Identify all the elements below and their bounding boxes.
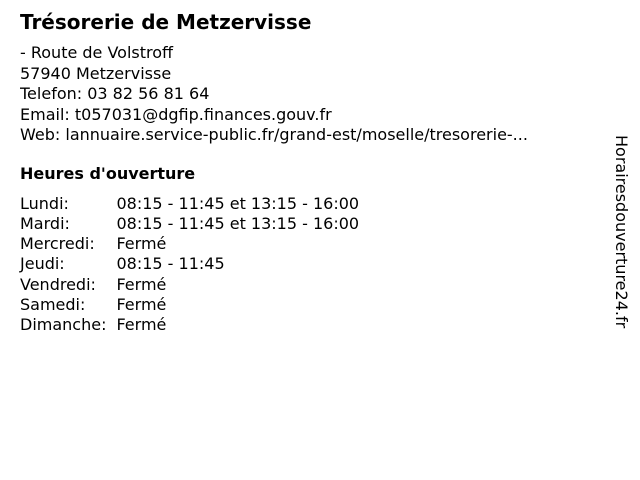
phone-label: Telefon:: [20, 84, 83, 103]
address-city: 57940 Metzervisse: [20, 63, 172, 83]
hours-row-friday: [20, 275, 359, 295]
hours-row-tuesday: [20, 214, 359, 234]
day-hours: Fermé: [116, 234, 167, 254]
day-label: Vendredi:: [20, 274, 96, 294]
page-title: Trésorerie de Metzervisse: [20, 10, 312, 34]
contact-block: [20, 84, 600, 146]
hours-heading: Heures d'ouverture: [20, 163, 196, 183]
day-hours: Fermé: [116, 274, 167, 294]
day-hours: Fermé: [116, 294, 167, 314]
hours-row-wednesday: [20, 234, 359, 254]
email-label: Email:: [20, 104, 70, 124]
web-link[interactable]: lannuaire.service-public.fr/grand-est/moselle/tresorerie-...: [65, 125, 528, 144]
opening-hours-table: [20, 194, 359, 336]
day-label: Mardi:: [20, 213, 70, 233]
web-line: [20, 125, 600, 146]
web-label: Web:: [20, 125, 61, 144]
day-hours: 08:15 - 11:45 et 13:15 - 16:00: [116, 193, 360, 213]
day-label: Samedi:: [20, 294, 86, 314]
phone-line: [20, 84, 600, 105]
address-street: - Route de Volstroff: [20, 43, 174, 62]
business-card: [20, 10, 600, 336]
day-label: Dimanche:: [20, 315, 107, 335]
day-hours: Fermé: [116, 315, 167, 335]
day-label: Lundi:: [20, 193, 69, 213]
day-label: Mercredi:: [20, 234, 95, 254]
day-label: Jeudi:: [20, 254, 65, 274]
hours-row-thursday: [20, 254, 359, 274]
site-watermark: Horairesdouverture24.fr: [612, 135, 631, 329]
day-hours: 08:15 - 11:45 et 13:15 - 16:00: [116, 213, 360, 233]
hours-row-saturday: [20, 295, 359, 315]
hours-row-sunday: [20, 315, 359, 335]
day-hours: 08:15 - 11:45: [116, 254, 225, 274]
hours-row-monday: [20, 194, 359, 214]
phone-number[interactable]: 03 82 56 81 64: [87, 84, 210, 103]
email-line: [20, 105, 600, 126]
email-address[interactable]: t057031@dgfip.finances.gouv.fr: [74, 104, 332, 124]
address-block: [20, 43, 600, 84]
